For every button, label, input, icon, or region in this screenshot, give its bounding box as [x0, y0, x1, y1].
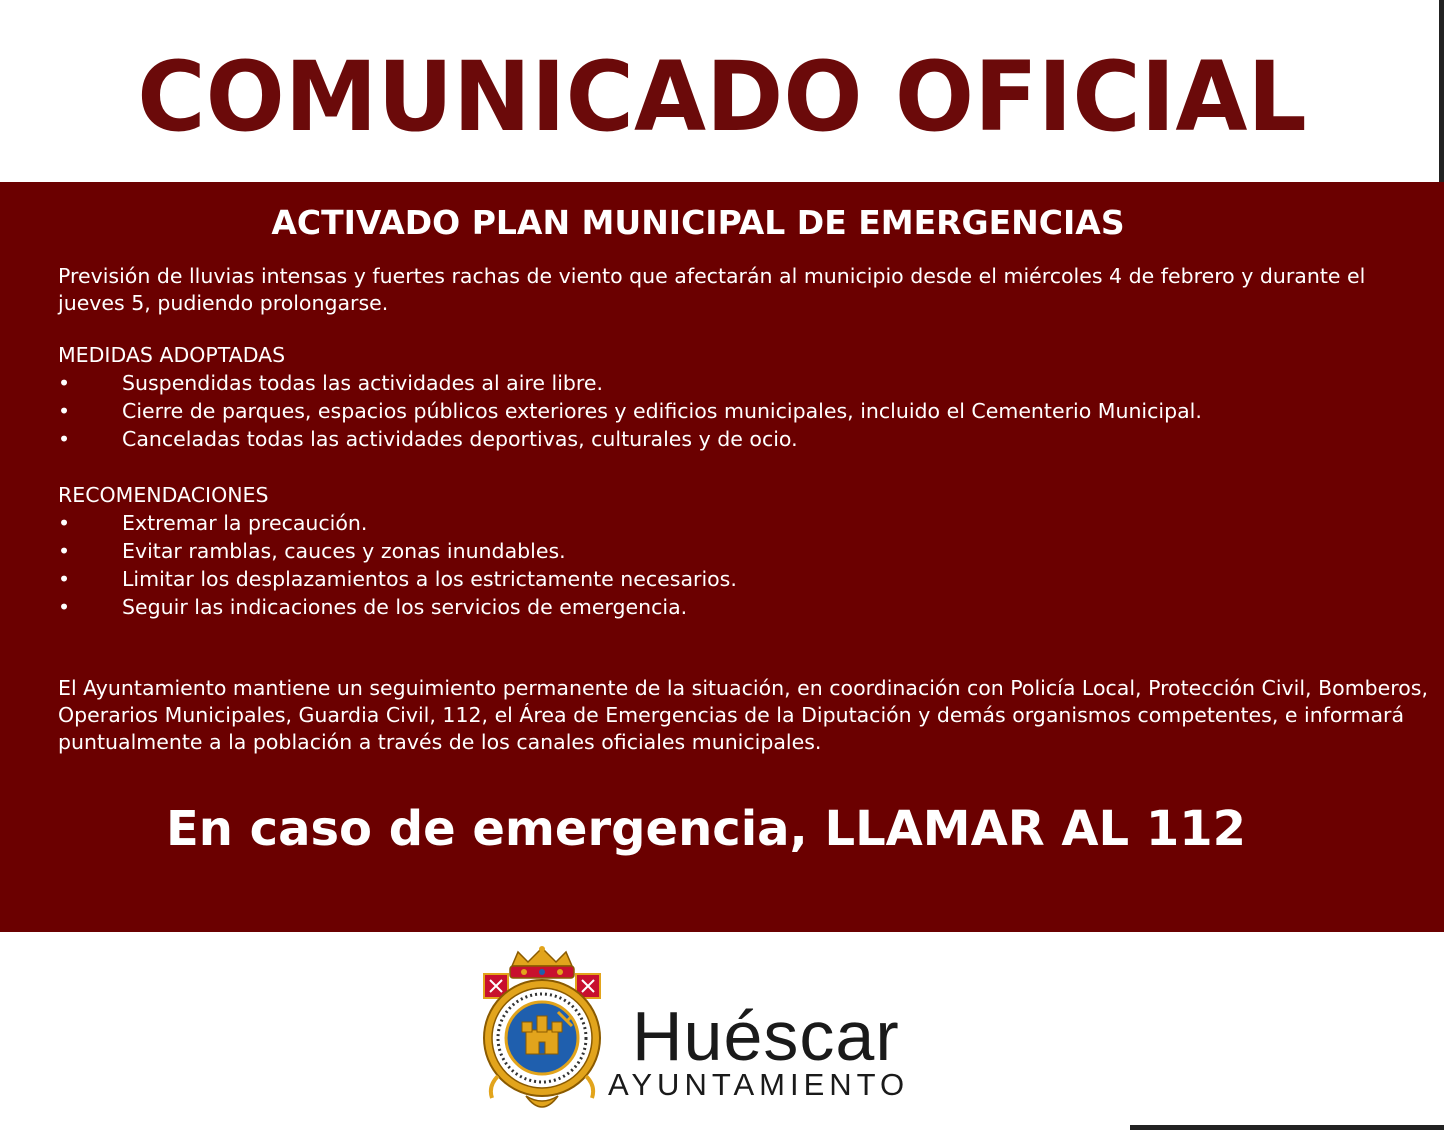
- list-item-text: Canceladas todas las actividades deportivas, culturales y de ocio.: [122, 427, 798, 451]
- list-item: [58, 537, 1418, 565]
- bullet-icon: •: [58, 539, 71, 563]
- castle-icon: [522, 1016, 562, 1054]
- bullet-icon: •: [58, 427, 71, 451]
- crown-icon: [510, 946, 574, 978]
- coat-of-arms-icon: [462, 946, 622, 1118]
- list-item-text: Limitar los desplazamientos a los estrictamente necesarios.: [122, 567, 737, 591]
- measures-title: MEDIDAS ADOPTADAS: [58, 343, 286, 367]
- list-item: [58, 369, 1418, 397]
- bullet-icon: •: [58, 511, 71, 535]
- list-item: [58, 509, 1418, 537]
- measures-list: [58, 369, 1418, 453]
- list-item: [58, 397, 1418, 425]
- edge-border: [1130, 1125, 1444, 1130]
- emergency-call-to-action: En caso de emergencia, LLAMAR AL 112: [165, 801, 1247, 857]
- notice-closing: El Ayuntamiento mantiene un seguimiento permanente de la situación, en coordinación con Policía Local, Protección Civil, Bomberos, Operarios Municipales, Guardia Civil, 112, el Área de Emergencias de la Diputación y demás organismos competentes, e informará puntualmente a la población a través de los canales oficiales municipales.: [58, 676, 1429, 754]
- list-item: [58, 425, 1418, 453]
- list-item-text: Evitar ramblas, cauces y zonas inundables.: [122, 539, 566, 563]
- brand-name: Huéscar: [632, 997, 900, 1075]
- recommendations-title: RECOMENDACIONES: [58, 483, 269, 507]
- list-item-text: Cierre de parques, espacios públicos exteriores y edificios municipales, incluido el Cementerio Municipal.: [122, 399, 1202, 423]
- notice-heading: ACTIVADO PLAN MUNICIPAL DE EMERGENCIAS: [271, 203, 1125, 242]
- header: [0, 0, 1444, 182]
- bullet-icon: •: [58, 371, 71, 395]
- list-item: [58, 593, 1418, 621]
- list-item-text: Extremar la precaución.: [122, 511, 368, 535]
- bullet-icon: •: [58, 595, 71, 619]
- list-item-text: Suspendidas todas las actividades al aire libre.: [122, 371, 604, 395]
- page-title: COMUNICADO OFICIAL: [137, 41, 1307, 153]
- brand-subtitle: AYUNTAMIENTO: [608, 1067, 910, 1102]
- notice-intro: Previsión de lluvias intensas y fuertes rachas de viento que afectarán al municipio desde el miércoles 4 de febrero y durante el jueves 5, pudiendo prolongarse.: [58, 264, 1366, 315]
- list-item-text: Seguir las indicaciones de los servicios de emergencia.: [122, 595, 688, 619]
- recommendations-list: [58, 509, 1418, 621]
- bullet-icon: •: [58, 567, 71, 591]
- bullet-icon: •: [58, 399, 71, 423]
- list-item: [58, 565, 1418, 593]
- edge-border: [1439, 0, 1444, 182]
